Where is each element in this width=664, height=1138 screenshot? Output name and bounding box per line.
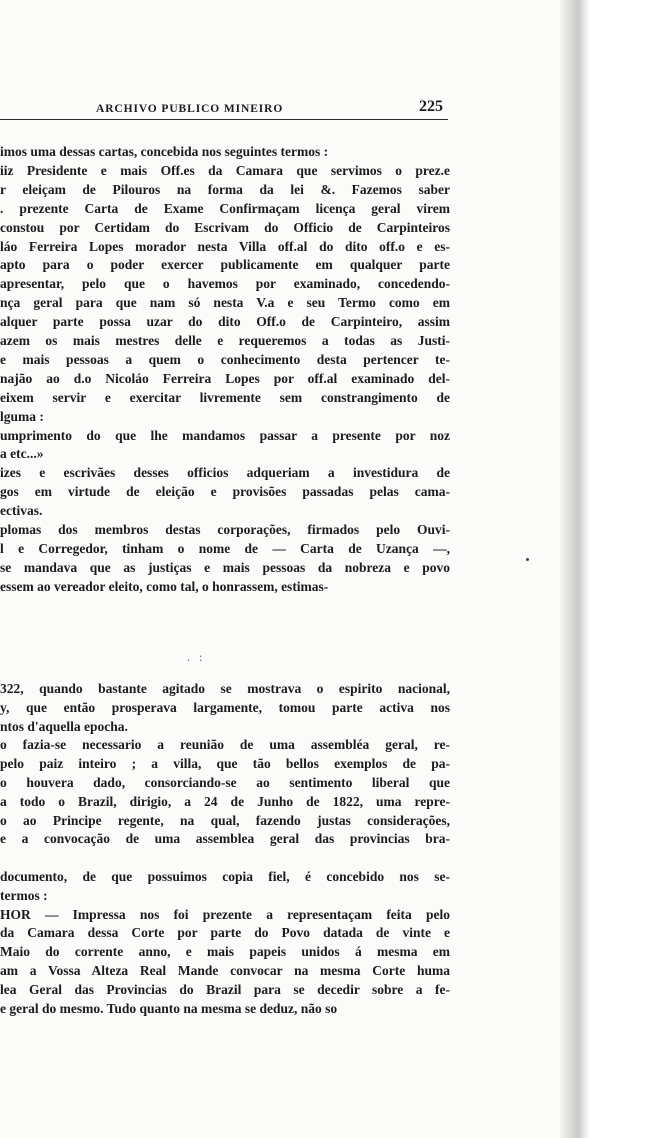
text-line: gos em virtude de eleição e provisões passadas pelas cama-: [0, 484, 450, 500]
text-line: [0, 849, 450, 867]
text-line: documento, de que possuimos copia fiel, é concebido nos se-: [0, 869, 450, 884]
text-line: ectivas.: [0, 503, 43, 519]
section-separator: . :: [187, 650, 206, 664]
text-line: o houvera dado, consorciando-se ao sentimento liberal que: [0, 775, 450, 790]
text-line: apto para o poder exercer publicamente em qualquer parte: [0, 257, 450, 273]
page-number: 225: [419, 98, 443, 115]
text-line: y, que então prosperava largamente, tomou parte activa nos: [0, 699, 450, 715]
text-line: plomas dos membros destas corporações, firmados pelo Ouvi-: [0, 522, 450, 537]
text-line: izes e escrivães desses officios adqueriam a investidura de: [0, 465, 450, 481]
running-header: ARCHIVO PUBLICO MINEIRO: [96, 103, 284, 115]
ink-speck: [526, 558, 529, 561]
text-line: o ao Principe regente, na qual, fazendo justas considerações,: [0, 812, 450, 828]
text-line: o fazia-se necessario a reunião de uma assembléa geral, re-: [0, 737, 450, 753]
text-line: HOR — Impressa nos foi prezente a representaçam feita pelo: [0, 906, 450, 922]
text-line: e mais pessoas a quem o conhecimento desta pertencer te-: [0, 351, 450, 367]
text-line: imos uma dessas cartas, concebida nos seguintes termos :: [0, 144, 329, 159]
text-line: umprimento do que lhe mandamos passar a presente por noz: [0, 427, 450, 443]
text-line: l e Corregedor, tinham o nome de — Carta de Uzança —,: [0, 540, 450, 556]
text-line: a todo o Brazil, dirigio, a 24 de Junho de 1822, uma repre-: [0, 793, 450, 809]
text-line: e a convocação de uma assemblea geral das provincias bra-: [0, 831, 450, 847]
text-line: am a Vossa Alteza Real Mande convocar na mesma Corte huma: [0, 963, 450, 978]
binding-edge: [560, 0, 664, 1138]
text-line: láo Ferreira Lopes morador nesta Villa off.al do dito off.o e es-: [0, 238, 450, 254]
text-line: da Camara dessa Corte por parte do Povo datada de vinte e: [0, 925, 450, 941]
text-line: a etc...»: [0, 446, 44, 462]
text-line: . prezente Carta de Exame Confirmaçam licença geral virem: [0, 200, 450, 216]
text-line: eixem servir e exercitar livremente sem constrangimento de: [0, 389, 450, 405]
text-line: alquer parte possa uzar do dito Off.o de Carpinteiro, assim: [0, 314, 450, 330]
text-line: azem os mais mestres delle e requeremos a todas as Justi-: [0, 333, 450, 348]
text-line: nça geral para que nam só nesta V.a e seu Termo como em: [0, 295, 450, 311]
text-line: pelo paiz inteiro ; a villa, que tão bellos exemplos de pa-: [0, 756, 450, 772]
text-line: lea Geral das Provincias do Brazil para se decedir sobre a fe-: [0, 981, 450, 997]
text-line: constou por Certidam do Escrivam do Officio de Carpinteiros: [0, 219, 450, 235]
text-line: se mandava que as justiças e mais pessoas da nobreza e povo: [0, 559, 450, 575]
text-line: iiz Presidente e mais Off.es da Camara que servimos o prez.e: [0, 162, 450, 178]
text-line: ntos d'aquella epocha.: [0, 718, 128, 734]
header-rule: [0, 119, 448, 120]
text-line: 322, quando bastante agitado se mostrava o espirito nacional,: [0, 681, 450, 696]
text-line: Maio do corrente anno, e mais papeis unidos á mesma em: [0, 944, 450, 960]
text-line: apresentar, pelo que o havemos por examinado, concedendo-: [0, 276, 450, 292]
text-line: r eleiçam de Pilouros na forma da lei &. Fazemos saber: [0, 181, 450, 197]
text-line: najão ao d.o Nicoláo Ferreira Lopes por off.al examinado del-: [0, 370, 450, 386]
text-line: essem ao vereador eleito, como tal, o honrassem, estimas-: [0, 578, 329, 594]
text-line: termos :: [0, 887, 48, 903]
text-line: lguma :: [0, 408, 44, 424]
text-line: e geral do mesmo. Tudo quanto na mesma se deduz, não so: [0, 1000, 338, 1016]
